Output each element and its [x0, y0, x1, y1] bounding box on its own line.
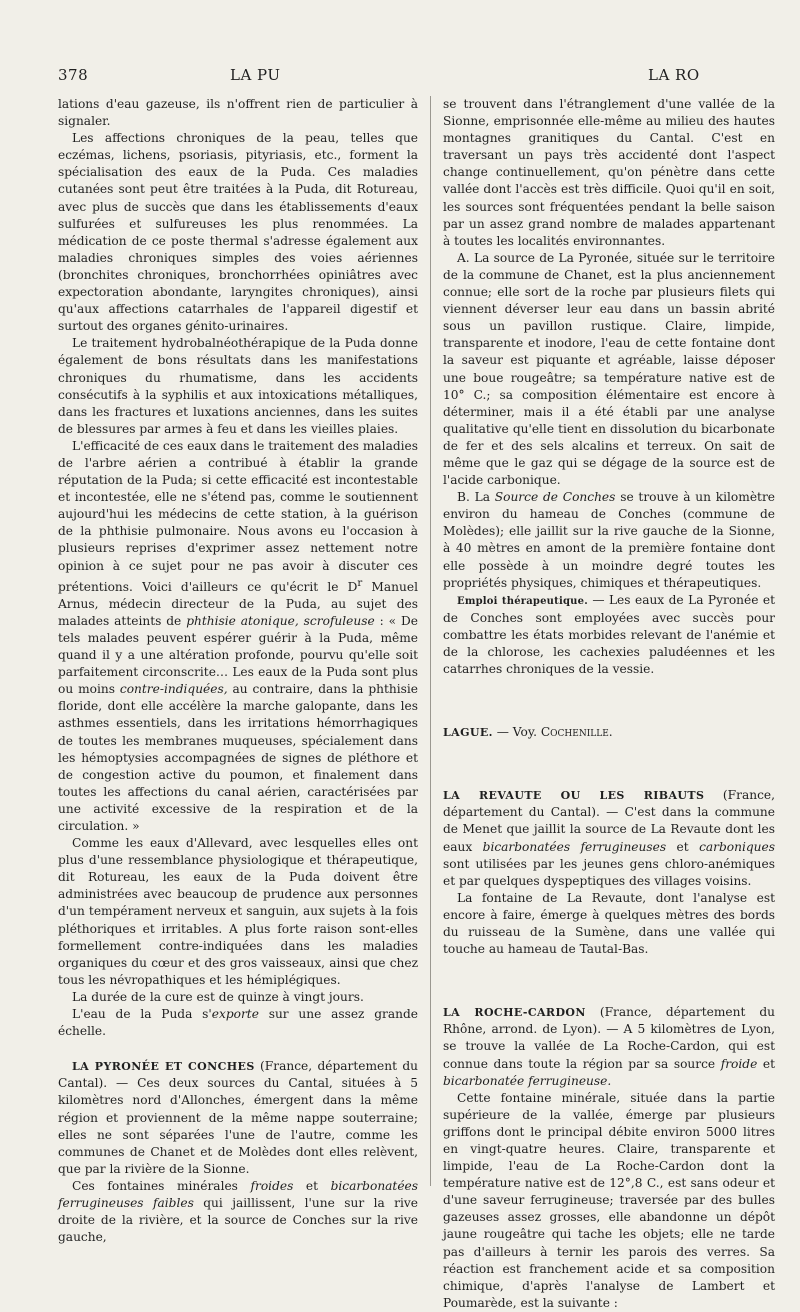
- entry-headword: LA PYRONÉE ET CONCHES: [72, 1060, 255, 1074]
- left-column: [58, 96, 418, 1246]
- entry-lague: LAGUE. — Voy. Cochenille.: [443, 725, 613, 740]
- paragraph: La fontaine de La Revaute, dont l'analyse est encore à faire, émerge à quelques mètres des bords du ruisseau de la Sumène, dans une vallée qui touche au hameau de Tautal-Bas.: [443, 890, 775, 957]
- column-divider: [430, 96, 431, 1186]
- paragraph: L'efficacité de ces eaux dans le traitement des maladies de l'arbre aérien a contribué à établir la grande réputation de la Puda; si cette efficacité est incontestable et incontestée, elle ne s'étend pas, comme le soutiennent aujourd'hui les médecins de cette station, à la guérison de la phthisie pulmonaire. Nous avons eu l'occasion à plusieurs reprises d'exprimer assez nettement notre opinion à ce sujet pour ne pas avoir à discuter ces prétentions. Voici d'ailleurs ce qu'écrit le $D^r$ Manuel Arnus, médecin directeur de la Puda, au sujet des malades atteints de phthisie atonique, scrofuleuse : « De tels malades peuvent espérer guérir à la Puda, même quand il y a une altération profonde, pourvu qu'elle soit parfaitement circonscrite… Les eaux de la Puda sont plus ou moins contre-indiquées, au contraire, dans la phthisie floride, dont elle accélère la marche galopante, dans les asthmes essentiels, dans les irritations hémorrhagiques de toutes les membranes muqueuses, spécialement dans les hémoptysies accompagnées de signes de pléthore et de congestion active du poumon, et finalement dans toutes les affections du canal aérien, caractérisées par une activité excessive de la respiration et de la circulation. »: [58, 438, 418, 833]
- paragraph: Cette fontaine minérale, située dans la partie supérieure de la vallée, émerge par plusieurs griffons dont le principal débite environ 5000 litres en vingt-quatre heures. Claire, transparente et limpide, l'eau de La Roche-Cardon dont la température native est de 12°,8 C., est sans odeur et d'une saveur ferrugineuse; traversée par des bulles gazeuses assez grosses, elle abandonne un dépôt jaune rougeâtre qui tache les objets; elle ne tarde pas d'ailleurs à ternir les parois des verres. Sa réaction est franchement acide et sa composition chimique, d'après l'analyse de Lambert et Poumarède, est la suivante :: [443, 1090, 775, 1310]
- right-running-head: LA RO: [648, 66, 700, 84]
- paragraph: L'eau de la Puda s'exporte sur une assez grande échelle.: [58, 1007, 418, 1039]
- paragraph: Comme les eaux d'Allevard, avec lesquelles elles ont plus d'une ressemblance physiologique et thérapeutique, dit Rotureau, les eaux de la Puda doivent être administrées avec beaucoup de prudence aux personnes d'un tempérament nerveux et sanguin, aux sujets à la fois pléthoriques et irritables. A plus forte raison sont-elles formellement contre-indiquées dans les maladies organiques du cœur et des gros vaisseaux, ainsi que chez tous les névropathiques et les hémiplégiques.: [58, 836, 418, 987]
- paragraph: Le traitement hydrobalnéothérapique de la Puda donne également de bons résultats dans les manifestations chroniques du rhumatisme, dans les accidents consécutifs à la syphilis et aux intoxications métalliques, dans les fractures et luxations anciennes, dans les suites de blessures par armes à feu et dans les vieilles plaies.: [58, 336, 418, 436]
- paragraph: A. La source de La Pyronée, située sur le territoire de la commune de Chanet, est la plus anciennement connue; elle sort de la roche par plusieurs filets qui viennent déverser leur eau dans un bassin abrité sous un pavillon rustique. Claire, limpide, transparente et inodore, l'eau de cette fontaine dont la saveur est piquante et agréable, laisse déposer une boue rougeâtre; sa température native est de 10° C.; sa composition élémentaire est encore à déterminer, mais il a été établi par une analyse qualitative qu'elle tient en dissolution du bicarbonate de fer et des sels alcalins et terreux. On sait de même que le gaz qui se dégage de la source est de l'acide carbonique.: [443, 250, 775, 488]
- entry-pyronee-conches: LA PYRONÉE ET CONCHES (France, département du Cantal). — Ces deux sources du Cantal, situées à 5 kilomètres nord d'Allonches, émergent dans la même région et proviennent de la même nappe souterraine; elles ne sont séparées l'une de l'autre, comme les communes de Chanet et de Molèdes dont elles relèvent, que par la rivière de la Sionne.: [58, 1059, 418, 1176]
- section-label: Emploi thérapeutique.: [457, 595, 588, 607]
- paragraph: Les affections chroniques de la peau, telles que eczémas, lichens, psoriasis, pityriasis, etc., forment la spécialisation des eaux de la Puda. Ces maladies cutanées sont peut être traitées à la Puda, dit Rotureau, avec plus de succès que dans les établissements d'eaux sulfurées et sulfureuses les plus renommées. La médication de ce poste thermal s'adresse également aux maladies chroniques simples des voies aériennes (bronchites chroniques, bronchorrhées opiniâtres avec expectoration abondante, laryngites chroniques), ainsi qu'aux affections catarrhales de l'appareil digestif et surtout des organes génito-urinaires.: [58, 131, 418, 334]
- page-number: 378: [58, 66, 89, 84]
- entry-headword: LAGUE.: [443, 726, 493, 740]
- paragraph: Emploi thérapeutique. — Les eaux de La Pyronée et de Conches sont employées avec succès pour combattre les états morbides relevant de l'anémie et de la chlorose, les cachexies paludéennes et les catarrhes chroniques de la vessie.: [443, 592, 775, 677]
- paragraph: B. La Source de Conches se trouve à un kilomètre environ du hameau de Conches (commune de Molèdes); elle jaillit sur la rive gauche de la Sionne, à 40 mètres en amont de la première fontaine dont elle possède à un moindre degré toutes les propriétés physiques, chimiques et thérapeutiques.: [443, 490, 775, 590]
- entry-la-revaute: LA REVAUTE OU LES RIBAUTS (France, département du Cantal). — C'est dans la commune de Menet que jaillit la source de La Revaute dont les eaux bicarbonatées ferrugineuses et carboniques sont utilisées par les jeunes gens chloro-anémiques et par quelques dyspeptiques des villages voisins.: [443, 788, 776, 888]
- paragraph: se trouvent dans l'étranglement d'une vallée de la Sionne, emprisonnée elle-même au milieu des hautes montagnes granitiques du Cantal. C'est en traversant un pays très accidenté dont l'aspect change continuellement, qu'on pénètre dans cette vallée dont l'accès est très difficile. Quoi qu'il en soit, les sources sont fréquentées pendant la belle saison par un assez grand nombre de malades appartenant à toutes les localités environnantes.: [443, 97, 775, 248]
- paragraph: Ces fontaines minérales froides et bicarbonatées ferrugineuses faibles qui jaillissent, l'une sur la rive droite de la rivière, et la source de Conches sur la rive gauche,: [58, 1178, 419, 1245]
- entry-headword: LA ROCHE-CARDON: [443, 1006, 586, 1020]
- entry-la-roche-cardon: LA ROCHE-CARDON (France, département du Rhône, arrond. de Lyon). — A 5 kilomètres de Lyon, se trouve la vallée de La Roche-Cardon, qui est connue dans toute la région par sa source froide et bicarbonatée ferrugineuse.: [443, 1005, 776, 1088]
- paragraph: lations d'eau gazeuse, ils n'offrent rien de particulier à signaler.: [58, 97, 418, 129]
- left-running-head: LA PU: [230, 66, 281, 84]
- paragraph: La durée de la cure est de quinze à vingt jours.: [72, 989, 364, 1004]
- right-column: [443, 96, 775, 1312]
- entry-headword: LA REVAUTE OU LES RIBAUTS: [443, 789, 705, 803]
- running-header: [58, 66, 760, 86]
